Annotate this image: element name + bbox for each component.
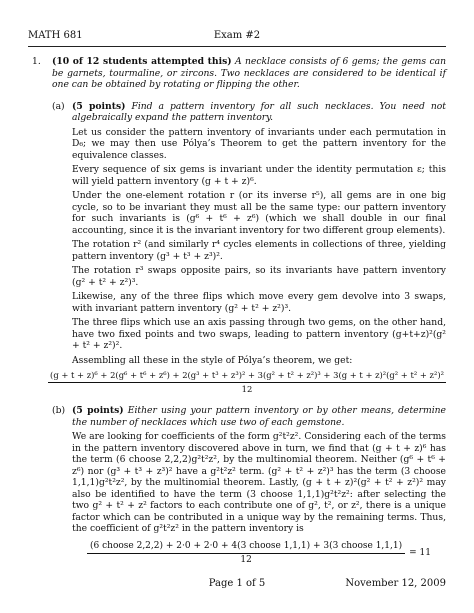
question-text: A necklace consists of 6 gems; the gems can be garnets, tourmaline, or zircons. Two necklaces are considered to be identical if one can be obtained by rotating or flipping the other. [52, 56, 446, 90]
footer-date: November 12, 2009 [345, 578, 446, 589]
formula-denominator: 12 [241, 384, 253, 394]
part-a-paragraph: The rotation r² (and similarly r⁴ cycles elements in collections of three, yielding pattern inventory (g³ + t³ + z³)². [72, 239, 446, 262]
part-b-label: (b) [52, 405, 66, 416]
question-attempts: (10 of 12 students attempted this) [52, 56, 232, 67]
part-b-paragraph: We are looking for coefficients of the form g²t²z². Considering each of the terms in the pattern inventory discovered above in turn, we find that (g + t + z)⁶ has the term (6 choose 2,2,2)g²t²z², by the multinomial theorem. Neither (g⁶ + t⁶ + z⁶) nor (g³ + t³ + z³)² have a g²t²z² term. (g² + t² + z²)³ has the term (3 choose 1,1,1)g²t²z², by the multinomial theorem. Lastly, (g + t + z)²(g² + t² + z²)² may also be identified to have the term (3 choose 1,1,1)g²t²z²: after selecting the two g² + t² + z² factors to each contribute one of g², t², or z², there is a unique factor which can be contributed in a unique way by the remaining terms. Thus, the coefficient of g²t²z² in the pattern inventory is [72, 431, 446, 534]
coefficient-denominator: 12 [240, 555, 252, 565]
part-a-paragraph: The rotation r³ swaps opposite pairs, so its invariants have pattern inventory (g² + t² + z²)³. [72, 265, 446, 288]
question-number: 1. [32, 56, 41, 67]
course-label: MATH 681 [28, 30, 83, 41]
part-a-points: (5 points) [72, 100, 126, 112]
part-a-paragraph: The three flips which use an axis passing through two gems, on the other hand, have two fixed points and two swaps, leading to pattern inventory (g+t+z)²(g² + t² + z²)². [72, 317, 446, 351]
coefficient-fraction [87, 541, 405, 567]
page-number: Page 1 of 5 [208, 578, 266, 589]
part-b-content [72, 405, 446, 567]
part-a-paragraph: Every sequence of six gems is invariant under the identity permutation ε; this will yield pattern inventory (g + t + z)⁶. [72, 164, 446, 187]
part-a-label: (a) [52, 100, 65, 112]
header-rule [28, 46, 446, 47]
coefficient-result: = 11 [409, 547, 431, 558]
part-a-paragraph: Assembling all these in the style of Pólya’s theorem, we get: [72, 354, 353, 366]
part-a [28, 101, 446, 396]
part-a-prompt-text: Find a pattern inventory for all such necklaces. You need not algebraically expand the pattern inventory. [72, 100, 446, 123]
pattern-inventory-formula [48, 370, 446, 395]
question-1 [28, 56, 446, 91]
part-a-paragraph: Let us consider the pattern inventory of invariants under each permutation in D₆; we may then use Pólya’s Theorem to get the pattern inventory for the equivalence classes. [72, 126, 446, 161]
formula-numerator: (g + t + z)⁶ + 2(g⁶ + t⁶ + z⁶) + 2(g³ + t³ + z³)² + 3(g² + t² + z²)³ + 3(g + t + z)²(g² + t² + z²)² [48, 370, 446, 383]
coefficient-numerator: (6 choose 2,2,2) + 2·0 + 2·0 + 4(3 choose 1,1,1) + 3(3 choose 1,1,1) [87, 541, 405, 555]
part-b-points: (5 points) [72, 405, 124, 416]
exam-title: Exam #2 [213, 30, 261, 41]
part-a-content [50, 100, 446, 396]
exam-body [28, 56, 446, 567]
question-prompt [52, 56, 446, 91]
part-b-prompt-text: Either using your pattern inventory or by other means, determine the number of necklaces which use two of each gemstone. [72, 405, 446, 428]
part-a-paragraph: Under the one-element rotation r (or its inverse r⁵), all gems are in one big cycle, so to be invariant they must all be the same type: our pattern inventory for such invariants is (g⁶ + t⁶ + z⁶) (which we shall double in our final accounting, since it is the invariant inventory for two different group elements). [72, 190, 446, 236]
part-b [28, 405, 446, 567]
part-a-paragraph: Likewise, any of the three flips which move every gem devolve into 3 swaps, with invariant pattern inventory (g² + t² + z²)³. [72, 291, 446, 314]
part-a-prompt [72, 101, 446, 124]
coefficient-formula [72, 541, 446, 567]
page-header [28, 30, 446, 44]
part-b-prompt [72, 405, 446, 428]
